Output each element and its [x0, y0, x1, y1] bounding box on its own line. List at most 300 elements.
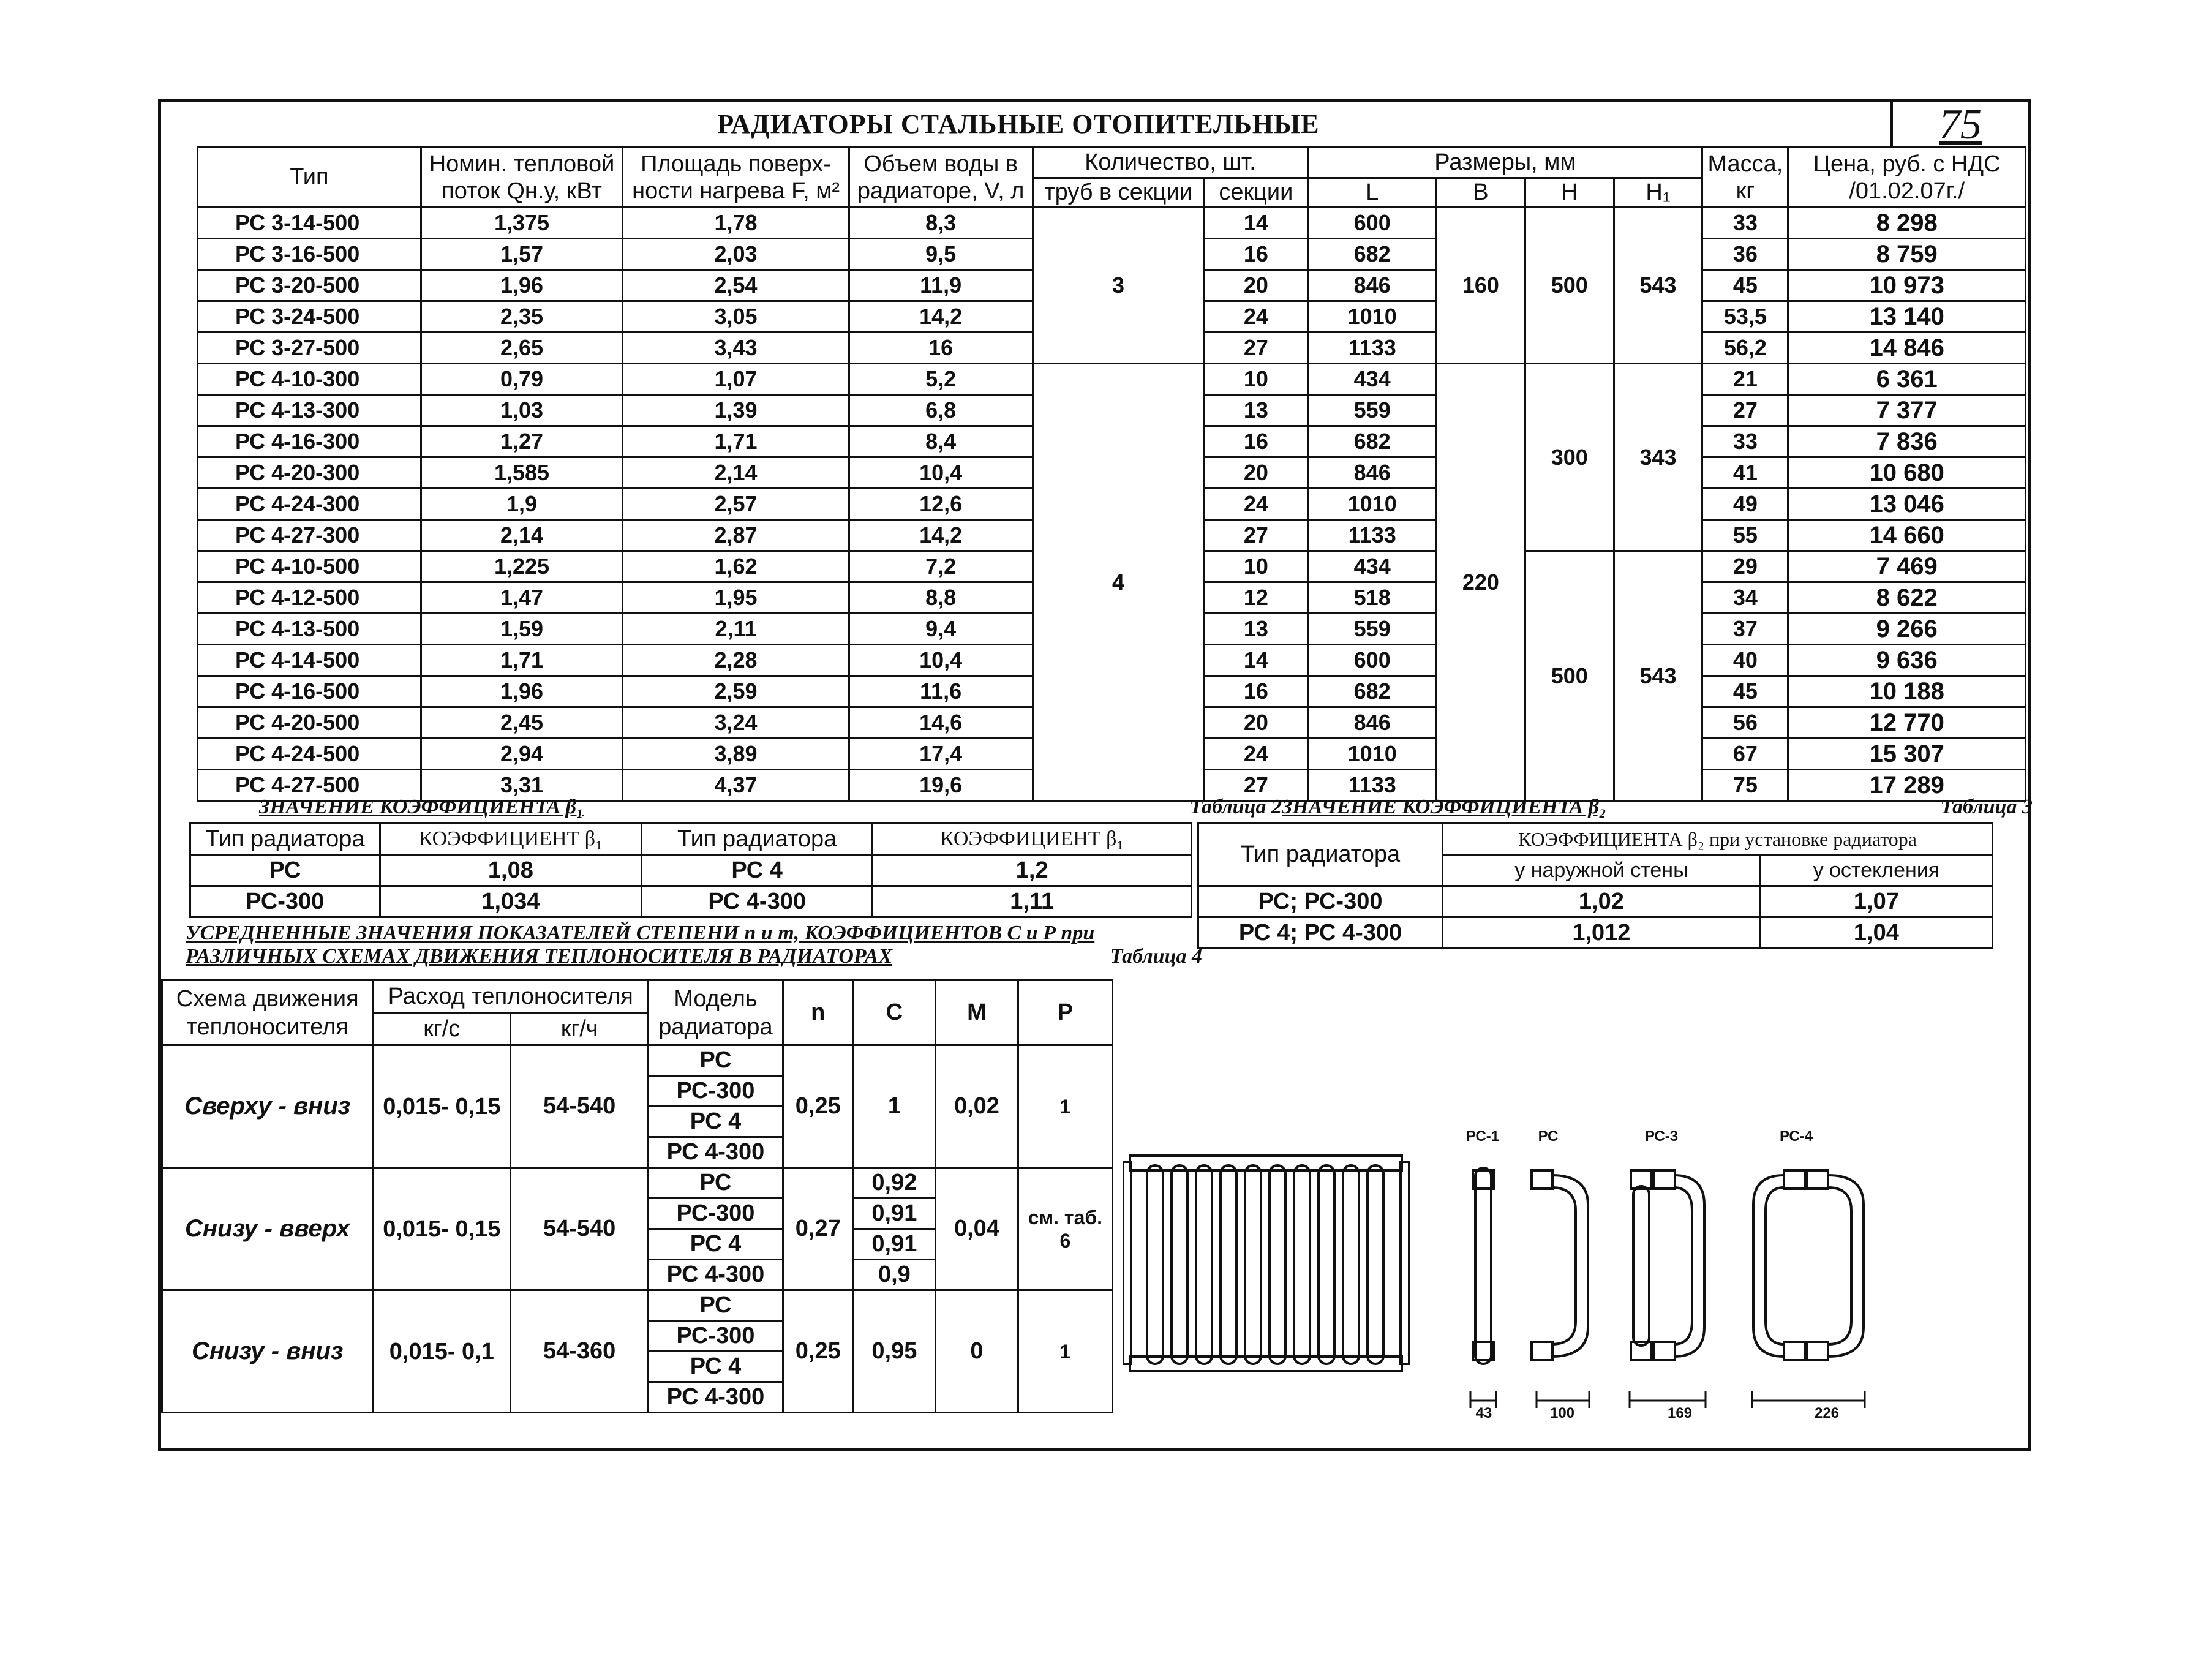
- table4-title-line2: РАЗЛИЧНЫХ СХЕМАХ ДВИЖЕНИЯ ТЕПЛОНОСИТЕЛЯ В РАДИАТОРАХ: [186, 945, 893, 968]
- cell-area: 1,07: [623, 364, 849, 395]
- profile-rs4-nipple: [1784, 1170, 1805, 1189]
- cell-M: 0,04: [936, 1168, 1018, 1290]
- cell-area: 2,87: [623, 520, 849, 551]
- cell-price: 15 307: [1788, 739, 2026, 770]
- profile-rs4-nipple: [1784, 1342, 1805, 1360]
- cell-price: 6 361: [1788, 364, 2026, 395]
- cell-L: 600: [1308, 645, 1437, 676]
- cell-area: 1,95: [623, 582, 849, 614]
- table-row: [198, 364, 2026, 395]
- cell-sections: 27: [1204, 770, 1308, 801]
- profile-rs3-nipple: [1654, 1170, 1675, 1189]
- cell-mass: 40: [1702, 645, 1788, 676]
- table2-header: КОЭФФИЦИЕНТ β₁: [380, 824, 641, 855]
- radiator-front-view: [1123, 1156, 1409, 1371]
- cell-L: 559: [1308, 614, 1437, 645]
- cell-model: РС 4: [649, 1352, 783, 1382]
- col-header-mass: Масса, кг: [1702, 148, 1788, 208]
- page-title: РАДИАТОРЫ СТАЛЬНЫЕ ОТОПИТЕЛЬНЫЕ: [717, 109, 1320, 139]
- cell-C: 0,91: [853, 1229, 936, 1260]
- table4-header-M: M: [936, 980, 1018, 1045]
- table4: [161, 979, 1113, 1413]
- cell-H1: 543: [1614, 551, 1702, 801]
- table2-title: ЗНАЧЕНИЕ КОЭФФИЦИЕНТА β₁: [259, 796, 584, 818]
- cell-sections: 24: [1204, 489, 1308, 520]
- cell-mass: 56,2: [1702, 333, 1788, 364]
- cell-price: 12 770: [1788, 707, 2026, 739]
- profile-rs1: [1475, 1168, 1491, 1364]
- cell-price: 17 289: [1788, 770, 2026, 801]
- cell-tubes: 4: [1033, 364, 1204, 801]
- table3-cell: 1,02: [1442, 886, 1760, 917]
- table4-header-P: P: [1018, 980, 1112, 1045]
- cell-sections: 10: [1204, 551, 1308, 582]
- cell-water: 14,2: [849, 520, 1033, 551]
- table2-header: Тип радиатора: [642, 824, 873, 855]
- table3-subheader: у наружной стены: [1442, 855, 1760, 886]
- cell-type: РС 4-10-300: [198, 364, 421, 395]
- cell-L: 846: [1308, 457, 1437, 489]
- cell-L: 1010: [1308, 489, 1437, 520]
- cell-sections: 13: [1204, 395, 1308, 426]
- profile-rs4-tube: [1753, 1175, 1784, 1357]
- cell-heat-flux: 2,14: [421, 520, 623, 551]
- table-row: [198, 208, 2026, 239]
- cell-area: 1,62: [623, 551, 849, 582]
- cell-heat-flux: 1,225: [421, 551, 623, 582]
- cell-sections: 24: [1204, 301, 1308, 333]
- radiator-tube: [1245, 1165, 1261, 1364]
- cell-mass: 45: [1702, 676, 1788, 707]
- table3-title: ЗНАЧЕНИЕ КОЭФФИЦИЕНТА β₂: [1282, 796, 1606, 818]
- table4-header-kgs: кг/с: [373, 1014, 511, 1045]
- cell-L: 600: [1308, 208, 1437, 239]
- cell-mass: 33: [1702, 426, 1788, 457]
- cell-model: РС 4-300: [649, 1382, 783, 1413]
- cell-price: 8 622: [1788, 582, 2026, 614]
- cell-B: 220: [1437, 364, 1525, 801]
- cell-type: РС 4-20-500: [198, 707, 421, 739]
- table2-cell: РС 4-300: [642, 886, 873, 917]
- table2-header: Тип радиатора: [190, 824, 380, 855]
- cell-mass: 53,5: [1702, 301, 1788, 333]
- cell-kgs: 0,015- 0,15: [373, 1168, 511, 1290]
- cell-M: 0,02: [936, 1045, 1018, 1168]
- cell-heat-flux: 3,31: [421, 770, 623, 801]
- profile-rs4-nipple: [1807, 1342, 1828, 1360]
- cell-L: 682: [1308, 239, 1437, 270]
- cell-water: 12,6: [849, 489, 1033, 520]
- cell-price: 13 140: [1788, 301, 2026, 333]
- cell-water: 17,4: [849, 739, 1033, 770]
- cell-sections: 12: [1204, 582, 1308, 614]
- table4-header-flow: Расход теплоносителя: [373, 980, 649, 1014]
- col-header-B: B: [1437, 178, 1525, 208]
- cell-C: 1: [853, 1045, 936, 1168]
- cell-heat-flux: 1,375: [421, 208, 623, 239]
- cell-price: 7 469: [1788, 551, 2026, 582]
- cell-area: 2,59: [623, 676, 849, 707]
- cell-sections: 10: [1204, 364, 1308, 395]
- cell-L: 682: [1308, 676, 1437, 707]
- cell-area: 2,28: [623, 645, 849, 676]
- drawing-label: РС: [1538, 1128, 1559, 1145]
- cell-kgh: 54-540: [511, 1045, 649, 1168]
- dim-label: 43: [1475, 1405, 1492, 1421]
- cell-scheme: Снизу - вниз: [162, 1290, 373, 1413]
- cell-type: РС 4-12-500: [198, 582, 421, 614]
- cell-C: 0,9: [853, 1260, 936, 1290]
- radiator-tube: [1319, 1165, 1334, 1364]
- col-header-L: L: [1308, 178, 1437, 208]
- radiator-spec-table: [197, 146, 2026, 802]
- cell-model: РС: [649, 1290, 783, 1321]
- cell-L: 1133: [1308, 770, 1437, 801]
- cell-water: 9,4: [849, 614, 1033, 645]
- cell-model: РС-300: [649, 1199, 783, 1229]
- profile-rs3-tube: [1674, 1187, 1692, 1344]
- cell-price: 9 266: [1788, 614, 2026, 645]
- cell-price: 7 836: [1788, 426, 2026, 457]
- cell-water: 6,8: [849, 395, 1033, 426]
- cell-sections: 27: [1204, 333, 1308, 364]
- cell-kgh: 54-360: [511, 1290, 649, 1413]
- cell-model: РС-300: [649, 1321, 783, 1352]
- cell-water: 14,2: [849, 301, 1033, 333]
- radiator-tube: [1294, 1165, 1310, 1364]
- radiator-tube: [1343, 1165, 1359, 1364]
- cell-mass: 21: [1702, 364, 1788, 395]
- document-sheet: [158, 99, 2031, 1451]
- cell-water: 9,5: [849, 239, 1033, 270]
- table4-header-model: Модель радиатора: [649, 980, 783, 1045]
- radiator-tube: [1172, 1165, 1187, 1364]
- profile-rs-nipple: [1532, 1170, 1552, 1189]
- cell-heat-flux: 1,03: [421, 395, 623, 426]
- col-header-price: Цена, руб. с НДС /01.02.07г./: [1788, 148, 2026, 208]
- table2-cell: 1,034: [380, 886, 641, 917]
- cell-price: 14 846: [1788, 333, 2026, 364]
- cell-water: 8,8: [849, 582, 1033, 614]
- cell-mass: 37: [1702, 614, 1788, 645]
- radiator-tube: [1221, 1165, 1236, 1364]
- cell-area: 1,39: [623, 395, 849, 426]
- cell-heat-flux: 1,47: [421, 582, 623, 614]
- cell-water: 8,3: [849, 208, 1033, 239]
- cell-type: РС 4-20-300: [198, 457, 421, 489]
- cell-sections: 14: [1204, 645, 1308, 676]
- cell-price: 10 680: [1788, 457, 2026, 489]
- table4-header-n: n: [783, 980, 853, 1045]
- cell-price: 8 759: [1788, 239, 2026, 270]
- cell-area: 2,14: [623, 457, 849, 489]
- col-header-heat-flux: Номин. тепловой поток Qн.у, кВт: [421, 148, 623, 208]
- profile-rs4-tube: [1828, 1187, 1851, 1344]
- cell-area: 4,37: [623, 770, 849, 801]
- table3-cell: РС; РС-300: [1198, 886, 1443, 917]
- table-row: [162, 1168, 1113, 1199]
- cell-sections: 16: [1204, 426, 1308, 457]
- table3-subheader: у остекления: [1760, 855, 1992, 886]
- cell-heat-flux: 2,94: [421, 739, 623, 770]
- col-header-water: Объем воды в радиаторе, V, л: [849, 148, 1033, 208]
- col-header-sections: секции: [1204, 178, 1308, 208]
- cell-type: РС 4-24-300: [198, 489, 421, 520]
- cell-n: 0,25: [783, 1045, 853, 1168]
- cell-heat-flux: 1,27: [421, 426, 623, 457]
- cell-type: РС 4-13-300: [198, 395, 421, 426]
- cell-model: РС 4-300: [649, 1260, 783, 1290]
- cell-area: 3,24: [623, 707, 849, 739]
- cell-mass: 33: [1702, 208, 1788, 239]
- cell-sections: 20: [1204, 270, 1308, 301]
- table4-caption: [186, 922, 1202, 968]
- cell-mass: 27: [1702, 395, 1788, 426]
- profile-rs-nipple: [1532, 1342, 1552, 1360]
- table3-cell: 1,012: [1442, 917, 1760, 949]
- cell-price: 14 660: [1788, 520, 2026, 551]
- cell-water: 10,4: [849, 457, 1033, 489]
- col-header-H: H: [1525, 178, 1614, 208]
- cell-type: РС 3-27-500: [198, 333, 421, 364]
- profile-rs3-tube: [1633, 1186, 1649, 1346]
- cell-water: 19,6: [849, 770, 1033, 801]
- table3-caption: [1282, 796, 2033, 819]
- table2: [189, 822, 1192, 918]
- cell-mass: 41: [1702, 457, 1788, 489]
- cell-sections: 20: [1204, 457, 1308, 489]
- cell-model: РС: [649, 1045, 783, 1076]
- cell-heat-flux: 1,96: [421, 676, 623, 707]
- profile-rs3-nipple: [1654, 1342, 1675, 1360]
- table2-cell: 1,11: [873, 886, 1192, 917]
- cell-sections: 14: [1204, 208, 1308, 239]
- cell-mass: 45: [1702, 270, 1788, 301]
- profile-rs4-nipple: [1807, 1170, 1828, 1189]
- cell-type: РС 4-16-500: [198, 676, 421, 707]
- cell-area: 2,57: [623, 489, 849, 520]
- radiator-tube: [1270, 1165, 1285, 1364]
- radiator-tube: [1367, 1165, 1383, 1364]
- cell-water: 10,4: [849, 645, 1033, 676]
- cell-model: РС 4: [649, 1229, 783, 1260]
- cell-water: 5,2: [849, 364, 1033, 395]
- profile-rs4-tube: [1766, 1187, 1784, 1344]
- table2-caption: [259, 796, 1282, 819]
- cell-sections: 20: [1204, 707, 1308, 739]
- profile-rs3-tube: [1674, 1175, 1704, 1357]
- table4-header-C: C: [853, 980, 936, 1045]
- cell-scheme: Сверху - вниз: [162, 1045, 373, 1168]
- cell-model: РС 4-300: [649, 1137, 783, 1168]
- cell-type: РС 3-14-500: [198, 208, 421, 239]
- cell-price: 9 636: [1788, 645, 2026, 676]
- cell-type: РС 4-13-500: [198, 614, 421, 645]
- cell-mass: 56: [1702, 707, 1788, 739]
- col-header-dims: Размеры, мм: [1308, 148, 1702, 178]
- cell-L: 434: [1308, 551, 1437, 582]
- cell-H1: 543: [1614, 208, 1702, 364]
- col-header-tubes: труб в секции: [1033, 178, 1204, 208]
- cell-type: РС 4-27-300: [198, 520, 421, 551]
- cell-heat-flux: 1,9: [421, 489, 623, 520]
- cell-water: 7,2: [849, 551, 1033, 582]
- cell-water: 16: [849, 333, 1033, 364]
- cell-L: 559: [1308, 395, 1437, 426]
- cell-M: 0: [936, 1290, 1018, 1413]
- cell-water: 8,4: [849, 426, 1033, 457]
- cell-mass: 75: [1702, 770, 1788, 801]
- cell-type: РС 3-16-500: [198, 239, 421, 270]
- cell-price: 8 298: [1788, 208, 2026, 239]
- cell-water: 11,6: [849, 676, 1033, 707]
- table-row: [162, 1290, 1113, 1321]
- col-header-area: Площадь поверх-ности нагрева F, м²: [623, 148, 849, 208]
- cell-area: 2,03: [623, 239, 849, 270]
- radiator-drawing: [1123, 1033, 1992, 1425]
- cell-mass: 36: [1702, 239, 1788, 270]
- cell-area: 1,71: [623, 426, 849, 457]
- radiator-tube: [1196, 1165, 1212, 1364]
- cell-B: 160: [1437, 208, 1525, 364]
- cell-heat-flux: 1,71: [421, 645, 623, 676]
- cell-heat-flux: 1,96: [421, 270, 623, 301]
- dim-label: 169: [1667, 1405, 1693, 1421]
- cell-L: 1133: [1308, 333, 1437, 364]
- cell-type: РС 4-27-500: [198, 770, 421, 801]
- cell-H: 300: [1525, 364, 1614, 551]
- cell-heat-flux: 2,35: [421, 301, 623, 333]
- cell-C: 0,92: [853, 1168, 936, 1199]
- cell-P: 1: [1018, 1290, 1112, 1413]
- dim-label: 100: [1549, 1405, 1575, 1421]
- cell-n: 0,25: [783, 1290, 853, 1413]
- page-number: 75: [1890, 102, 2028, 146]
- table4-title-line1: УСРЕДНЕННЫЕ ЗНАЧЕНИЯ ПОКАЗАТЕЛЕЙ СТЕПЕНИ n и m, КОЭФФИЦИЕНТОВ С и Р при: [186, 922, 1095, 944]
- drawing-label: РС-1: [1465, 1128, 1500, 1145]
- cell-heat-flux: 1,585: [421, 457, 623, 489]
- cell-L: 846: [1308, 707, 1437, 739]
- cell-L: 1133: [1308, 520, 1437, 551]
- col-header-type: Тип: [198, 148, 421, 208]
- table2-label: Таблица 2: [1189, 796, 1282, 818]
- cell-mass: 55: [1702, 520, 1788, 551]
- table2-cell: 1,08: [380, 855, 641, 886]
- cell-C: 0,95: [853, 1290, 936, 1413]
- cell-price: 10 188: [1788, 676, 2026, 707]
- cell-kgh: 54-540: [511, 1168, 649, 1290]
- cell-area: 1,78: [623, 208, 849, 239]
- cell-mass: 34: [1702, 582, 1788, 614]
- profile-rs-tube: [1551, 1187, 1576, 1344]
- cell-H: 500: [1525, 208, 1614, 364]
- table4-header-scheme: Схема движения теплоносителя: [162, 980, 373, 1045]
- cell-scheme: Снизу - вверх: [162, 1168, 373, 1290]
- table2-header: КОЭФФИЦИЕНТ β₁: [873, 824, 1192, 855]
- cell-kgs: 0,015- 0,1: [373, 1290, 511, 1413]
- table3: [1197, 822, 1993, 949]
- col-header-quantity: Количество, шт.: [1033, 148, 1308, 178]
- table3-cell: 1,04: [1760, 917, 1992, 949]
- profile-rs-tube: [1551, 1175, 1588, 1357]
- table2-cell: РС-300: [190, 886, 380, 917]
- cell-type: РС 3-24-500: [198, 301, 421, 333]
- cell-heat-flux: 2,65: [421, 333, 623, 364]
- cell-kgs: 0,015- 0,15: [373, 1045, 511, 1168]
- radiator-tube: [1147, 1165, 1163, 1364]
- cell-price: 7 377: [1788, 395, 2026, 426]
- cell-L: 434: [1308, 364, 1437, 395]
- cell-heat-flux: 0,79: [421, 364, 623, 395]
- cell-L: 1010: [1308, 301, 1437, 333]
- table4-label: Таблица 4: [1110, 945, 1202, 968]
- cell-sections: 13: [1204, 614, 1308, 645]
- drawing-label: РС-4: [1779, 1128, 1813, 1145]
- cell-area: 3,43: [623, 333, 849, 364]
- cell-model: РС 4: [649, 1107, 783, 1137]
- cell-model: РС: [649, 1168, 783, 1199]
- cell-L: 1010: [1308, 739, 1437, 770]
- cell-C: 0,91: [853, 1199, 936, 1229]
- cell-heat-flux: 1,59: [421, 614, 623, 645]
- cell-mass: 29: [1702, 551, 1788, 582]
- cell-L: 682: [1308, 426, 1437, 457]
- table2-cell: РС 4: [642, 855, 873, 886]
- cell-water: 11,9: [849, 270, 1033, 301]
- dim-label: 226: [1814, 1405, 1840, 1421]
- cell-type: РС 4-10-500: [198, 551, 421, 582]
- table3-type-header: Тип радиатора: [1198, 824, 1443, 886]
- cell-price: 10 973: [1788, 270, 2026, 301]
- profile-rs4-tube: [1828, 1175, 1864, 1357]
- table3-coef-header: КОЭФФИЦИЕНТА β₂ при установке радиатора: [1442, 824, 1992, 855]
- cell-L: 846: [1308, 270, 1437, 301]
- drawing-label: РС-3: [1644, 1128, 1679, 1145]
- cell-water: 14,6: [849, 707, 1033, 739]
- cell-sections: 16: [1204, 676, 1308, 707]
- table2-cell: 1,2: [873, 855, 1192, 886]
- table4-header-kgh: кг/ч: [511, 1014, 649, 1045]
- cell-area: 3,05: [623, 301, 849, 333]
- cell-area: 3,89: [623, 739, 849, 770]
- table3-label: Таблица 3: [1940, 796, 2033, 818]
- cell-type: РС 3-20-500: [198, 270, 421, 301]
- table3-cell: 1,07: [1760, 886, 1992, 917]
- cell-P: 1: [1018, 1045, 1112, 1168]
- table2-cell: РС: [190, 855, 380, 886]
- cell-P: см. таб. 6: [1018, 1168, 1112, 1290]
- cell-heat-flux: 1,57: [421, 239, 623, 270]
- cell-tubes: 3: [1033, 208, 1204, 364]
- cell-sections: 27: [1204, 520, 1308, 551]
- cell-L: 518: [1308, 582, 1437, 614]
- cell-mass: 49: [1702, 489, 1788, 520]
- cell-type: РС 4-24-500: [198, 739, 421, 770]
- cell-sections: 16: [1204, 239, 1308, 270]
- cell-H1: 343: [1614, 364, 1702, 551]
- cell-model: РС-300: [649, 1076, 783, 1107]
- cell-area: 2,54: [623, 270, 849, 301]
- table3-cell: РС 4; РС 4-300: [1198, 917, 1443, 949]
- cell-H: 500: [1525, 551, 1614, 801]
- cell-sections: 24: [1204, 739, 1308, 770]
- cell-price: 13 046: [1788, 489, 2026, 520]
- table-row: [162, 1045, 1113, 1076]
- cell-type: РС 4-14-500: [198, 645, 421, 676]
- cell-mass: 67: [1702, 739, 1788, 770]
- cell-heat-flux: 2,45: [421, 707, 623, 739]
- cell-type: РС 4-16-300: [198, 426, 421, 457]
